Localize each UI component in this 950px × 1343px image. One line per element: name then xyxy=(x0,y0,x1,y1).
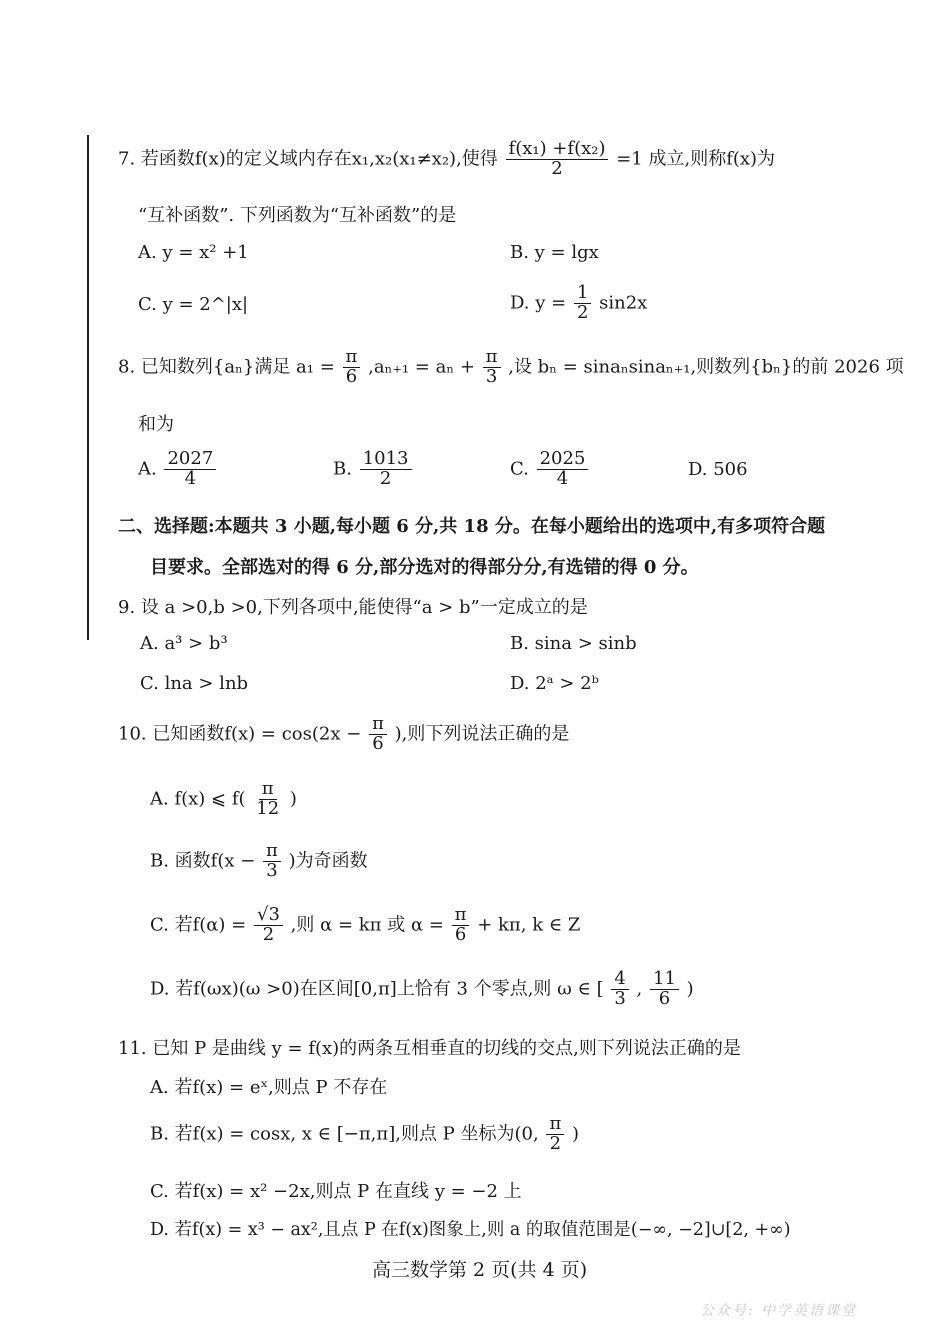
q10-option-c-prefix: C. 若f(α) = xyxy=(150,914,247,936)
q8-option-c-num: 2025 xyxy=(537,450,589,470)
q7-stem-line2: “互补函数”. 下列函数为“互补函数”的是 xyxy=(138,205,457,226)
q10-option-c xyxy=(150,906,580,945)
q7-frac-num: f(x₁) +f(x₂) xyxy=(506,140,609,160)
q10-option-c-num2: π xyxy=(452,906,470,926)
q7-option-b: B. y = lgx xyxy=(510,242,599,263)
q10-option-c-den1: 2 xyxy=(262,923,275,945)
q8-text-2: ,aₙ₊₁ = aₙ + xyxy=(368,356,475,378)
q10-option-b xyxy=(150,842,368,881)
q8-option-c-label: C. xyxy=(510,458,529,480)
section2-line1: 二、选择题:本题共 3 小题,每小题 6 分,共 18 分。在每小题给出的选项中,有多项符合题 xyxy=(118,516,826,537)
q7-stem-prefix: 7. 若函数f(x)的定义域内存在x₁,x₂(x₁≠x₂),使得 xyxy=(118,148,498,170)
q10-option-d-den1: 3 xyxy=(614,987,626,1009)
q10-option-b-prefix: B. 函数f(x − xyxy=(150,850,256,872)
q8-option-c-den: 4 xyxy=(556,467,569,489)
q10-option-c-fraction-1 xyxy=(254,906,283,945)
q10-option-c-mid: ,则 α = kπ 或 α = xyxy=(290,914,444,936)
q11-stem: 11. 已知 P 是曲线 y = f(x)的两条互相垂直的切线的交点,则下列说法正确的是 xyxy=(118,1038,741,1059)
q9-option-c: C. lna > lnb xyxy=(140,673,249,694)
q10-option-b-num: π xyxy=(263,842,281,862)
q11-option-b-prefix: B. 若f(x) = cosx, x ∈ [−π,π],则点 P 坐标为(0, xyxy=(150,1123,539,1145)
q10-stem-num: π xyxy=(369,715,387,735)
section2-line2: 目要求。全部选对的得 6 分,部分选对的得部分分,有选错的得 0 分。 xyxy=(150,557,699,578)
q9-option-b: B. sina > sinb xyxy=(510,633,637,654)
page-footer: 高三数学第 2 页(共 4 页) xyxy=(372,1259,588,1281)
q8-fraction-2 xyxy=(483,348,501,387)
q8-f2-num: π xyxy=(483,348,501,368)
q10-stem-suffix: ),则下列说法正确的是 xyxy=(394,723,570,745)
q7-option-d-suffix: sin2x xyxy=(599,292,648,314)
q10-stem-den: 6 xyxy=(372,732,384,754)
q8-stem-line2: 和为 xyxy=(138,414,174,435)
q10-option-a-prefix: A. f(x) ⩽ f( xyxy=(150,788,246,810)
q8-option-d: D. 506 xyxy=(688,459,748,480)
q8-option-a-num: 2027 xyxy=(164,450,216,470)
q10-option-c-num1: √3 xyxy=(254,906,283,926)
q11-option-b-suffix: ) xyxy=(572,1123,580,1145)
q8-option-c xyxy=(510,450,590,489)
q10-option-c-suffix: + kπ, k ∈ Z xyxy=(477,914,581,936)
q10-option-d-num1: 4 xyxy=(611,970,628,990)
q7-fraction xyxy=(506,140,609,179)
q9-stem: 9. 设 a >0,b >0,下列各项中,能使得“a > b”一定成立的是 xyxy=(118,597,588,618)
q10-stem xyxy=(118,715,569,754)
q8-f2-den: 3 xyxy=(485,365,498,387)
q7-option-a: A. y = x² +1 xyxy=(138,242,249,263)
q10-option-a-fraction xyxy=(253,780,282,819)
q10-option-b-fraction xyxy=(263,842,281,881)
q10-option-a-den: 12 xyxy=(256,797,280,819)
q10-option-d-suffix: ) xyxy=(686,978,694,1000)
q8-option-b-den: 2 xyxy=(379,467,392,489)
q11-option-b xyxy=(150,1115,579,1154)
q7-option-d xyxy=(510,284,647,323)
q11-option-c: C. 若f(x) = x² −2x,则点 P 在直线 y = −2 上 xyxy=(150,1181,522,1202)
q8-option-b-label: B. xyxy=(333,458,352,480)
q8-option-a-den: 4 xyxy=(184,467,197,489)
q10-option-c-fraction-2 xyxy=(452,906,470,945)
q8-option-a xyxy=(138,450,218,489)
q11-option-b-num: π xyxy=(546,1115,564,1135)
q8-option-a-label: A. xyxy=(138,458,157,480)
q8-stem-line1 xyxy=(118,348,904,387)
q10-option-c-den2: 6 xyxy=(454,923,467,945)
q8-option-a-fraction xyxy=(164,450,216,489)
q11-option-b-fraction xyxy=(546,1115,564,1154)
q7-option-d-fraction xyxy=(574,284,591,323)
q8-text-3: ,设 bₙ = sinaₙsinaₙ₊₁,则数列{bₙ}的前 2026 项 xyxy=(508,356,904,378)
q7-option-d-num: 1 xyxy=(574,284,591,304)
q7-stem-line1 xyxy=(118,140,775,179)
q8-fraction-1 xyxy=(343,348,361,387)
q10-option-d xyxy=(150,970,694,1009)
q9-option-a: A. a³ > b³ xyxy=(140,633,228,654)
q10-option-d-fraction-2 xyxy=(650,970,679,1009)
q7-stem-suffix: =1 成立,则称f(x)为 xyxy=(616,148,776,170)
q10-option-a xyxy=(150,780,297,819)
q8-option-b-fraction xyxy=(360,450,412,489)
q10-option-d-comma: , xyxy=(636,978,643,1000)
q8-f1-num: π xyxy=(343,348,361,368)
q10-option-a-num: π xyxy=(259,780,277,800)
q10-option-d-den2: 6 xyxy=(658,987,671,1009)
q9-option-d: D. 2ᵃ > 2ᵇ xyxy=(510,673,599,694)
q11-option-a: A. 若f(x) = eˣ,则点 P 不存在 xyxy=(150,1077,388,1098)
q8-text-1: 8. 已知数列{aₙ}满足 a₁ = xyxy=(118,356,335,378)
q10-option-d-fraction-1 xyxy=(611,970,628,1009)
q7-frac-den: 2 xyxy=(551,157,563,179)
q7-option-d-den: 2 xyxy=(576,301,589,323)
q8-option-b-num: 1013 xyxy=(360,450,412,470)
q10-option-b-den: 3 xyxy=(266,859,278,881)
q10-option-a-suffix: ) xyxy=(289,788,297,810)
margin-rule xyxy=(87,135,89,640)
q11-option-d: D. 若f(x) = x³ − ax²,且点 P 在f(x)图象上,则 a 的取值范围是(−∞, −2]∪[2, +∞) xyxy=(150,1220,791,1240)
q11-option-b-den: 2 xyxy=(549,1132,562,1154)
q10-stem-fraction xyxy=(369,715,387,754)
q8-option-c-fraction xyxy=(537,450,589,489)
q10-option-d-num2: 11 xyxy=(650,970,679,990)
q7-option-d-prefix: D. y = xyxy=(510,292,567,314)
watermark: 公众号: 中学英语课堂 xyxy=(700,1303,858,1319)
q8-f1-den: 6 xyxy=(345,365,358,387)
q10-stem-prefix: 10. 已知函数f(x) = cos(2x − xyxy=(118,723,362,745)
q10-option-d-prefix: D. 若f(ωx)(ω >0)在区间[0,π]上恰有 3 个零点,则 ω ∈ [ xyxy=(150,978,604,1000)
q10-option-b-suffix: )为奇函数 xyxy=(288,850,368,872)
q8-option-b xyxy=(333,450,414,489)
q7-option-c: C. y = 2^|x| xyxy=(138,294,249,315)
